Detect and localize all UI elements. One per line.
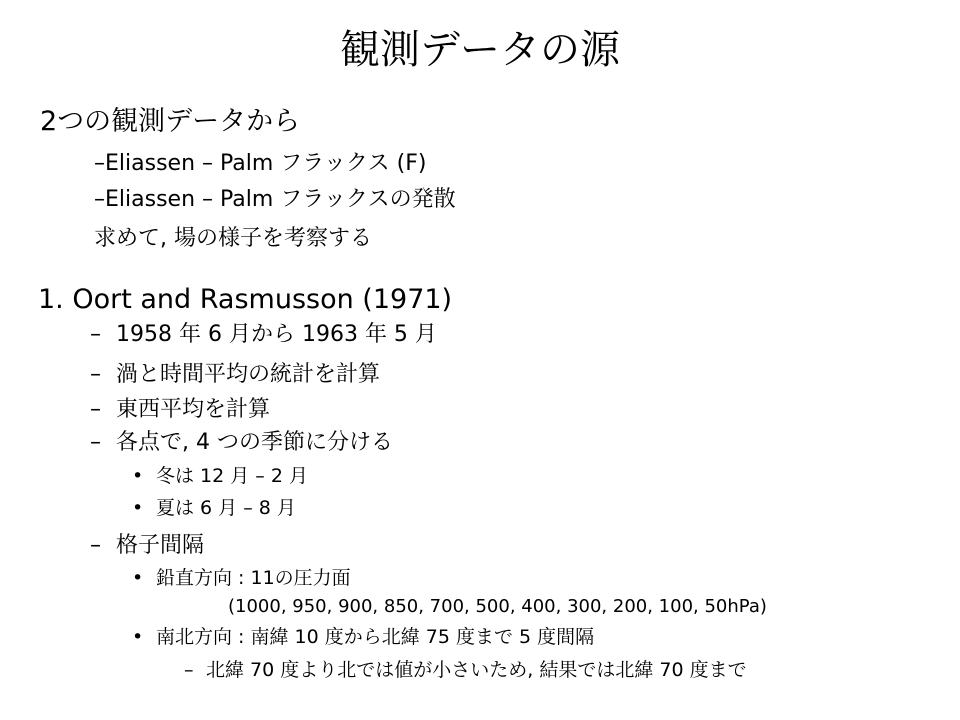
bullet-marker: • xyxy=(132,567,144,589)
season-summer: 夏は 6 月 – 8 月 xyxy=(156,497,296,519)
intro-item-2: –Eliassen – Palm フラックスの発散 xyxy=(94,187,456,212)
season-winter: 冬は 12 月 – 2 月 xyxy=(156,465,308,487)
intro-item-1: –Eliassen – Palm フラックス (F) xyxy=(94,151,427,176)
bullet-marker: • xyxy=(132,497,144,519)
dash-marker: – xyxy=(90,430,101,455)
dash-marker: – xyxy=(90,533,101,558)
section-item-1: 1958 年 6 月から 1963 年 5 月 xyxy=(116,322,437,347)
slide-title: 観測データの源 xyxy=(340,27,620,73)
intro-heading: 2つの観測データから xyxy=(40,106,301,137)
vertical-levels-label: 鉛直方向 : 11の圧力面 xyxy=(156,567,351,589)
section-item-2: 渦と時間平均の統計を計算 xyxy=(116,362,381,387)
dash-marker: – xyxy=(184,659,194,681)
dash-marker: – xyxy=(90,322,101,347)
section-item-3: 東西平均を計算 xyxy=(116,397,271,422)
pressure-levels-list: (1000, 950, 900, 850, 700, 500, 400, 300, 200, 100, 50hPa) xyxy=(228,596,767,617)
intro-item-3: 求めて, 場の様子を考察する xyxy=(94,226,372,251)
section-heading: 1. Oort and Rasmusson (1971) xyxy=(38,284,453,315)
section-item-4: 各点で, 4 つの季節に分ける xyxy=(116,430,393,455)
north-limit-note: 北緯 70 度より北では値が小さいため, 結果では北緯 70 度まで xyxy=(206,659,747,681)
dash-marker: – xyxy=(90,362,101,387)
bullet-marker: • xyxy=(132,465,144,487)
grid-heading: 格子間隔 xyxy=(116,533,205,558)
bullet-marker: • xyxy=(132,626,144,648)
meridional-spacing: 南北方向 : 南緯 10 度から北緯 75 度まで 5 度間隔 xyxy=(156,626,595,648)
dash-marker: – xyxy=(90,397,101,422)
